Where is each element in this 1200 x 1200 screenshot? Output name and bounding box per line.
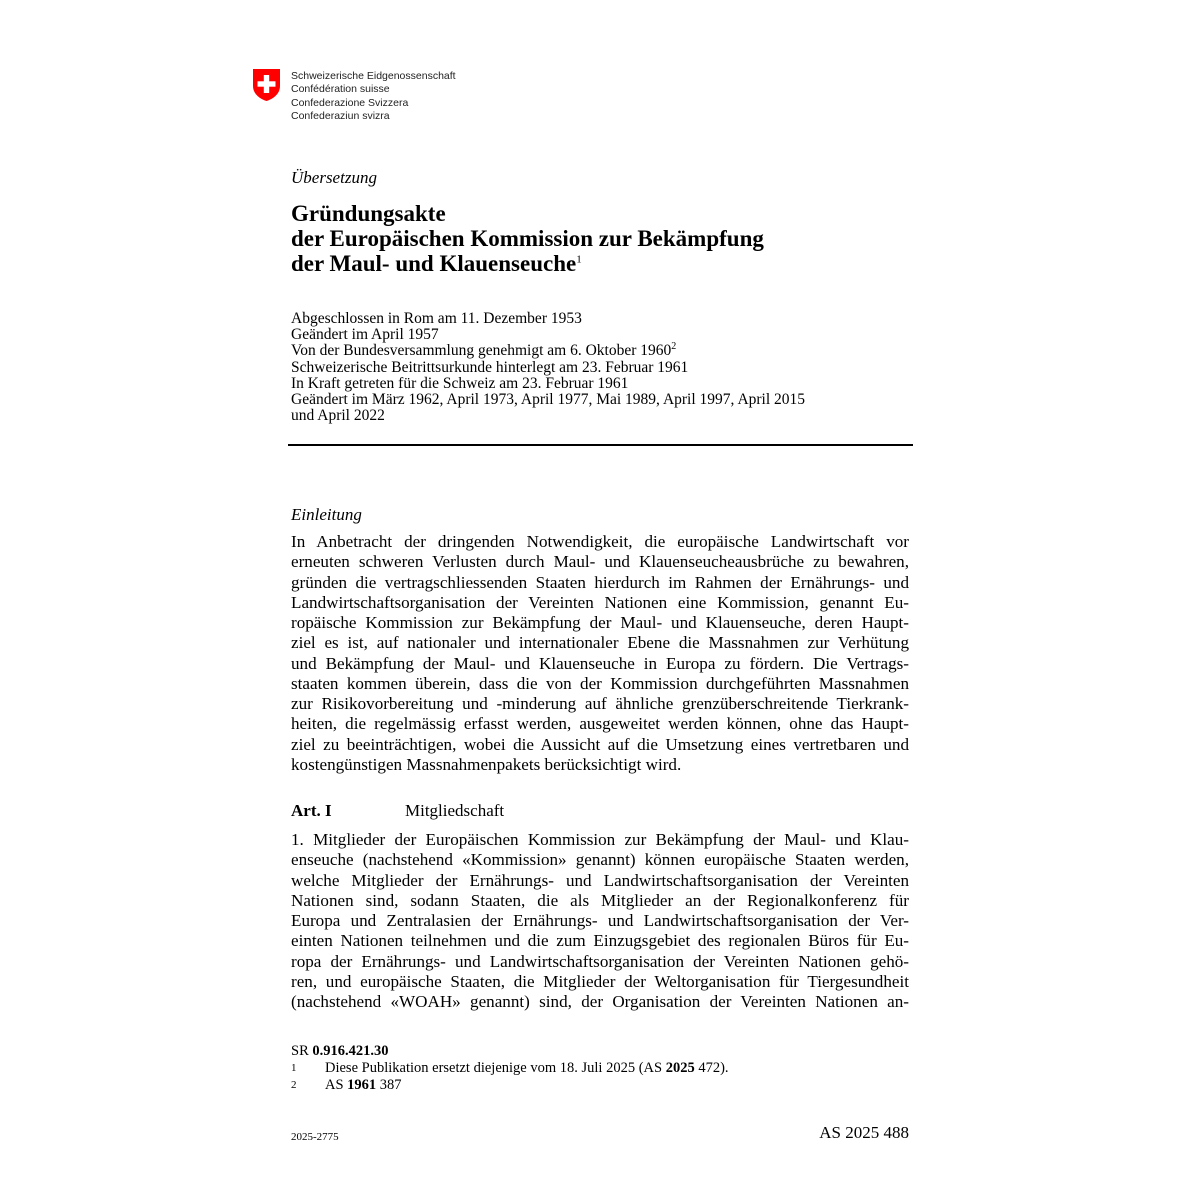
- metadata-line: In Kraft getreten für die Schweiz am 23. Februar 1961: [291, 374, 629, 392]
- text-line: und Bekämpfung der Maul- und Klauenseuche in Europa zu fördern. Die Vertrags-: [291, 653, 909, 673]
- text-line: enseuche (nachstehend «Kommission» genannt) können europäische Staaten werden,: [291, 850, 909, 870]
- metadata-line: Geändert im April 1957: [291, 326, 439, 344]
- confederation-it: Confederazione Svizzera: [291, 96, 409, 109]
- article-heading: [291, 801, 504, 821]
- text-line: ziel es ist, auf nationaler und internationaler Ebene die Massnahmen zur Verhütung: [291, 633, 909, 653]
- footnote-number: 1: [291, 1062, 297, 1074]
- text-line: einten Nationen teilnehmen und die zum Einzugsgebiet des regionalen Büros für Eu-: [291, 931, 909, 951]
- footnotes: [291, 1043, 729, 1094]
- text-line: staaten kommen überein, dass die von der Kommission durchgeführten Massnahmen: [291, 673, 909, 693]
- sr-number: SR 0.916.421.30: [291, 1043, 389, 1059]
- document-title: [291, 201, 764, 276]
- article-number: Art. I: [291, 801, 332, 820]
- preamble-text: [291, 532, 909, 775]
- text-line: ropäische Kommission zur Bekämpfung der Maul- und Klauenseuche, deren Haupt-: [291, 613, 909, 632]
- text-line: welche Mitglieder der Ernährungs- und Landwirtschaftsorganisation der Vereinten: [291, 870, 909, 890]
- translation-note: Übersetzung: [291, 168, 377, 187]
- text-line: erneuten schweren Verlusten durch Maul- und Klauenseucheausbrüche zu bewahren,: [291, 552, 909, 572]
- text-line: zur Risikovorbereitung und -minderung auf ähnliche grenzüberschreitende Tierkrank-: [291, 694, 909, 713]
- metadata-line: Schweizerische Beitrittsurkunde hinterlegt am 23. Februar 1961: [291, 358, 689, 376]
- footnote-number: 2: [291, 1079, 297, 1091]
- confederation-names: [291, 68, 456, 124]
- text-line: gründen die vertragschliessenden Staaten hierdurch im Rahmen der Ernährungs- und: [291, 572, 909, 592]
- swiss-cross-icon: [252, 68, 281, 102]
- text-line: Landwirtschaftsorganisation der Vereinten Nationen eine Kommission, genannt Eu-: [291, 592, 909, 612]
- footnote-ref[interactable]: 2: [671, 341, 677, 353]
- metadata-line: Abgeschlossen in Rom am 11. Dezember 1953: [291, 310, 582, 327]
- text-line: ren, und europäische Staaten, die Mitglieder der Weltorganisation für Tiergesundheit: [291, 971, 909, 991]
- text-line: heiten, die regelmässig erfasst werden, ausgeweitet werden können, ohne das Haupt-: [291, 714, 909, 734]
- text-line: Nationen sind, sodann Staaten, die als Mitglieder an der Regionalkonferenz für: [291, 890, 909, 910]
- confederation-rm: Confederaziun svizra: [291, 110, 390, 123]
- footnote-text: AS 1961 387: [325, 1077, 402, 1093]
- text-line: ropa der Ernährungs- und Landwirtschaftsorganisation der Vereinten Nationen gehö-: [291, 951, 909, 971]
- confederation-de: Schweizerische Eidgenossenschaft: [291, 70, 456, 82]
- preamble-heading: Einleitung: [291, 505, 362, 524]
- footnote-2: [291, 1077, 729, 1094]
- document-metadata: [291, 311, 805, 424]
- header-divider: [288, 444, 913, 446]
- metadata-line: Von der Bundesversammlung genehmigt am 6. Oktober 1960$^2$: [291, 341, 677, 360]
- text-line: kostengünstigen Massnahmenpakets berücksichtigt wird.: [291, 754, 682, 774]
- metadata-line: Geändert im März 1962, April 1973, April 1977, Mai 1989, April 1997, April 2015: [291, 391, 806, 409]
- text-line: 1. Mitglieder der Europäischen Kommission zur Bekämpfung der Maul- und Klau-: [291, 830, 909, 849]
- title-line: der Maul- und Klauenseuche$^1$: [291, 251, 582, 276]
- footnote-1: [291, 1060, 729, 1077]
- title-line: Gründungsakte: [291, 201, 446, 226]
- metadata-line: und April 2022: [291, 407, 385, 425]
- text-line: Europa und Zentralasien der Ernährungs- und Landwirtschaftsorganisation der Ver-: [291, 911, 909, 930]
- page-id: 2025-2775: [291, 1131, 339, 1143]
- footnote-text: Diese Publikation ersetzt diejenige vom 18. Juli 2025 (AS 2025 472).: [325, 1060, 729, 1076]
- confederation-fr: Confédération suisse: [291, 83, 390, 96]
- as-reference: AS 2025 488: [819, 1123, 909, 1142]
- text-line: In Anbetracht der dringenden Notwendigkeit, die europäische Landwirtschaft vor: [291, 532, 909, 551]
- article-title: Mitgliedschaft: [405, 801, 505, 820]
- text-line: ziel zu beeinträchtigen, wobei die Aussicht auf die Umsetzung eines vertretbaren und: [291, 734, 909, 754]
- federal-logo: [252, 68, 456, 124]
- text-line: (nachstehend «WOAH» genannt) sind, der Organisation der Vereinten Nationen an-: [291, 992, 909, 1011]
- article-text: [291, 830, 909, 1012]
- footnote-ref[interactable]: 1: [576, 253, 582, 266]
- title-line: der Europäischen Kommission zur Bekämpfung: [291, 226, 764, 251]
